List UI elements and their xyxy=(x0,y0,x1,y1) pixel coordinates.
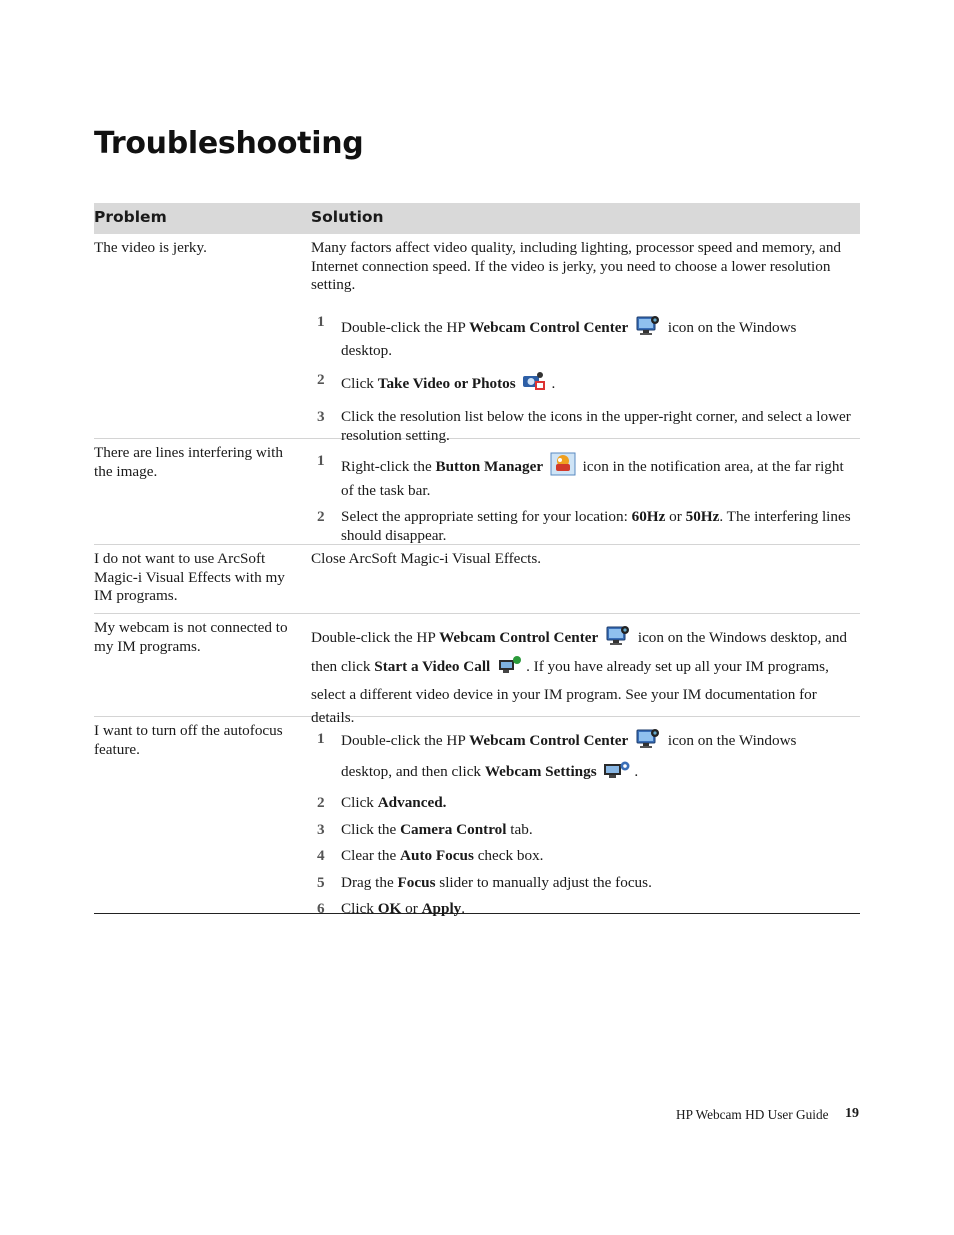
troubleshooting-table xyxy=(94,203,860,917)
step-text: slider to manually adjust the focus. xyxy=(435,873,652,891)
step-text: Right-click the xyxy=(341,458,436,475)
step-item xyxy=(311,821,851,840)
solution-cell xyxy=(311,726,851,919)
step-text: icon in the notification area, at the far right of the task bar. xyxy=(341,458,844,499)
problem-cell: My webcam is not connected to my IM programs. xyxy=(94,619,288,655)
step-text: icon on the Windows desktop, and then click xyxy=(341,732,797,780)
step-text: . The interfering lines should disappear. xyxy=(341,508,851,544)
step-item xyxy=(311,847,851,866)
solution-text: icon on the Windows desktop, and then click xyxy=(311,629,848,675)
step-bold-text: Focus xyxy=(397,873,436,891)
start-video-call-icon xyxy=(497,654,523,683)
step-bold-text: Button Manager xyxy=(435,458,544,475)
problem-column-header: Problem xyxy=(94,208,167,226)
solution-cell xyxy=(311,452,851,545)
problem-cell: I do not want to use ArcSoft Magic-i Visual Effects with my IM programs. xyxy=(94,550,285,604)
step-text: icon on the Windows desktop. xyxy=(341,318,797,359)
solution-cell xyxy=(311,623,851,729)
solution-cell xyxy=(311,239,851,445)
table-row xyxy=(94,545,860,614)
page-footer xyxy=(676,1106,859,1123)
step-bold-text: Auto Focus xyxy=(400,847,474,864)
step-bold-text: OK xyxy=(377,900,402,917)
step-item xyxy=(311,371,851,399)
step-text: Select the appropriate setting for your location: xyxy=(341,508,632,525)
step-text: Double-click the HP xyxy=(341,318,470,336)
step-item xyxy=(311,313,851,361)
step-number: 2 xyxy=(317,370,325,388)
problem-cell: The video is jerky. xyxy=(94,239,207,256)
step-text: Click xyxy=(341,374,378,392)
step-number: 3 xyxy=(317,820,325,838)
step-number: 4 xyxy=(317,847,325,864)
webcam-control-center-icon xyxy=(635,313,661,343)
step-bold-text: Take Video or Photos xyxy=(377,374,516,392)
page-number: 19 xyxy=(845,1106,859,1121)
step-item xyxy=(311,874,851,893)
step-number: 6 xyxy=(317,900,325,917)
step-number: 1 xyxy=(317,730,325,747)
solution-column-header: Solution xyxy=(311,208,384,226)
step-text: tab. xyxy=(506,820,533,838)
webcam-settings-icon xyxy=(603,759,631,790)
step-number: 5 xyxy=(317,873,325,891)
step-number: 3 xyxy=(317,408,325,425)
step-number: 1 xyxy=(317,312,325,330)
table-header xyxy=(94,203,860,234)
step-number: 2 xyxy=(317,508,325,525)
step-bold-text: 60Hz xyxy=(631,508,666,525)
step-bold-text: Webcam Control Center xyxy=(469,318,629,336)
step-text: Double-click the HP xyxy=(341,732,470,749)
step-text: check box. xyxy=(473,847,544,864)
page-title: Troubleshooting xyxy=(94,126,364,161)
guide-title: HP Webcam HD User Guide xyxy=(676,1107,829,1122)
table-row xyxy=(94,614,860,726)
solution-bold-text: Start a Video Call xyxy=(374,658,491,675)
step-text: Click the resolution list below the icons in the upper-right corner, and select a lower resolution setting. xyxy=(341,408,851,444)
problem-cell: There are lines interfering with the image. xyxy=(94,444,283,480)
step-text: Clear the xyxy=(341,847,401,864)
table-row xyxy=(94,439,860,545)
solution-intro: Many factors affect video quality, including lighting, processor speed and memory, and Internet connection speed. If the video is jerky, you need to choose a lower resolution setting. xyxy=(311,239,842,293)
step-bold-text: Advanced. xyxy=(377,794,447,811)
step-item xyxy=(311,900,851,919)
step-text: . xyxy=(461,900,466,917)
step-text: or xyxy=(401,900,422,917)
solution-text: Double-click the HP xyxy=(311,629,440,646)
problem-cell: I want to turn off the autofocus feature. xyxy=(94,722,283,758)
step-text: Drag the xyxy=(341,873,398,891)
step-text: Click the xyxy=(341,820,401,838)
step-item xyxy=(311,794,851,813)
step-item xyxy=(311,508,851,545)
step-bold-text: 50Hz xyxy=(685,508,720,525)
solution-cell: Close ArcSoft Magic-i Visual Effects. xyxy=(311,550,542,567)
step-number: 2 xyxy=(317,794,325,811)
step-text: . xyxy=(634,763,639,780)
step-number: 1 xyxy=(317,452,325,469)
solution-bold-text: Webcam Control Center xyxy=(439,629,599,646)
step-item xyxy=(311,452,851,500)
take-video-photos-icon xyxy=(522,371,548,399)
step-bold-text: Camera Control xyxy=(400,820,507,838)
step-text: or xyxy=(665,508,686,525)
step-item xyxy=(311,726,851,790)
table-row xyxy=(94,717,860,917)
step-text: Click xyxy=(341,794,378,811)
step-text: . xyxy=(551,374,556,392)
table-row xyxy=(94,234,860,444)
webcam-control-center-icon xyxy=(635,726,661,759)
step-bold-text: Apply xyxy=(421,900,462,917)
step-bold-text: Webcam Settings xyxy=(484,763,597,780)
solution-text: . If you have already set up all your IM programs, select a different video device in your IM program. See your IM documentation for details. xyxy=(311,658,829,726)
step-text: Click xyxy=(341,900,378,917)
step-bold-text: Webcam Control Center xyxy=(469,732,629,749)
webcam-control-center-icon xyxy=(605,623,631,654)
button-manager-icon xyxy=(550,452,576,482)
